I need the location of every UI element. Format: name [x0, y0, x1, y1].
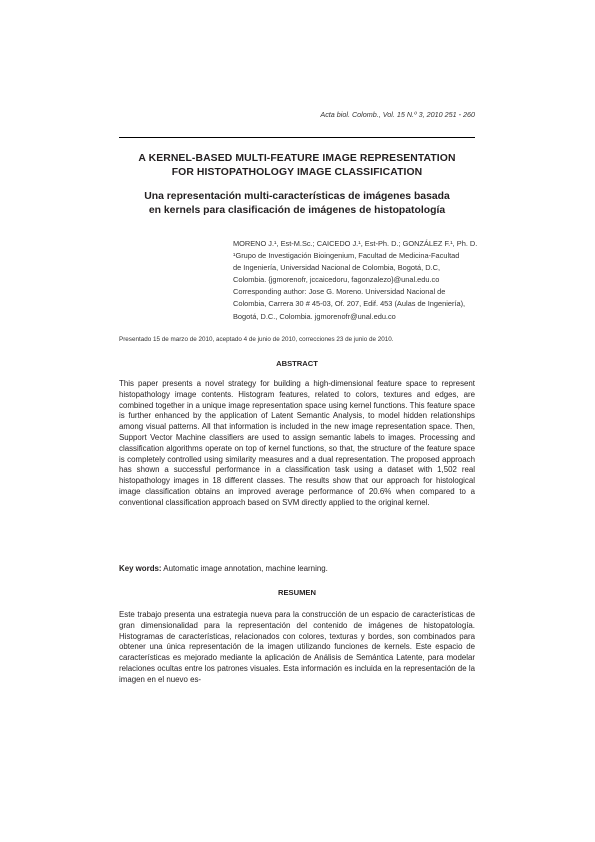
corresponding-author-line: Corresponding author: Jose G. Moreno. Universidad Nacional de: [233, 287, 446, 297]
resumen-body: Este trabajo presenta una estrategia nueva para la construcción de un espacio de características de gran dimensionalidad para la representación del contenido de imágenes de histopatología. Histogramas de características, relacionados con colores, texturas y bordes, son combinados para obtener una única representación de la imagen utilizando funciones de kernels. Este espacio de características es mejorado mediante la aplicación de Análisis de Semántica Latente, para modelar relaciones ocultas entre los patrones visuales. Esta información es incluida en la representación de la imagen en el nuevo es-: [119, 610, 475, 684]
spanish-title: [119, 190, 475, 217]
submission-dates: Presentado 15 de marzo de 2010, aceptado 4 de junio de 2010, correcciones 23 de junio de 2010.: [119, 336, 394, 343]
resumen-heading: RESUMEN: [278, 588, 316, 597]
english-title-line-1: A KERNEL-BASED MULTI-FEATURE IMAGE REPRESENTATION: [138, 153, 456, 164]
keywords-text: Automatic image annotation, machine learning.: [161, 564, 328, 573]
keywords-label: Key words:: [119, 564, 162, 573]
address-line: Colombia, Carrera 30 # 45-03, Of. 207, Edif. 453 (Aulas de Ingeniería),: [233, 299, 466, 309]
header-rule: [119, 137, 475, 138]
journal-reference: Acta biol. Colomb., Vol. 15 N.º 3, 2010 251 - 260: [320, 110, 475, 119]
email-line: Colombia. {jgmorenofr, jccaicedoru, fagonzalezo}@unal.edu.co: [233, 275, 440, 285]
abstract-body: This paper presents a novel strategy for building a high-dimensional feature space to represent histopathology image contents. Histogram features, related to colors, textures and edges, are combined together in a unique image representation space using kernel functions. This feature space is further enhanced by the application of Latent Semantic Analysis, to model hidden relationships among visual patterns. All that information is included in the new image representation space. Then, Support Vector Machine classifiers are used to assign semantic labels to images. Processing and classification algorithms operate on top of kernel functions, so that, the structure of the feature space is completely controlled using similarity measures and a dual representation. The proposed approach has shown a successful performance in a classification task using a dataset with 1,502 real histopathology images in 18 different classes. The results show that our approach for histological image classification obtains an improved average performance of 20.6% when compared to a conventional classification approach based on SVM directly applied to the original kernel.: [119, 379, 475, 507]
keywords: [119, 564, 475, 575]
author-block: [233, 238, 478, 323]
spanish-title-line-2: en kernels para clasificación de imágenes de histopatología: [148, 204, 446, 216]
author-line: MORENO J.¹, Est-M.Sc.; CAICEDO J.¹, Est-Ph. D.; GONZÁLEZ F.¹, Ph. D.: [233, 239, 478, 248]
english-title-line-2: FOR HISTOPATHOLOGY IMAGE CLASSIFICATION: [171, 166, 423, 178]
address-line: Bogotá, D.C., Colombia. jgmorenofr@unal.edu.co: [233, 311, 396, 321]
spanish-title-line-1: Una representación multi-características de imágenes basada: [144, 191, 450, 202]
abstract-heading: ABSTRACT: [276, 359, 318, 368]
affiliation-line: ¹Grupo de Investigación Bioingenium, Facultad de Medicina-Facultad: [233, 251, 460, 261]
english-title: [119, 152, 475, 179]
affiliation-line: de Ingeniería, Universidad Nacional de Colombia, Bogotá, D.C,: [233, 263, 441, 273]
